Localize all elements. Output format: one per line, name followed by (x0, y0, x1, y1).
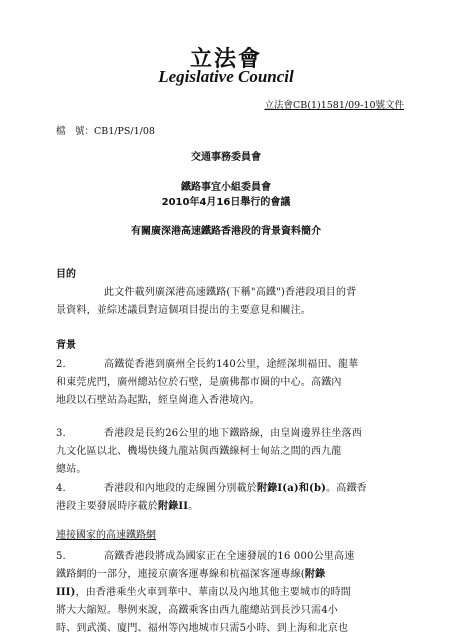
purpose-line-2: 景資料，並綜述議員對這個項目提出的主要意見和關注。 (56, 305, 311, 316)
paragraph-number: 5. (56, 551, 66, 562)
file-reference: 檔 號：CB1/PS/1/08 (56, 126, 155, 137)
p5-line-4: 將大大縮短。舉例來說，高鐵乘客由西九龍總站到長沙只需4小 (56, 605, 338, 616)
document-subject: 有關廣深港高速鐵路香港段的背景資料簡介 (131, 226, 321, 237)
p2-line-1: 高鐵從香港到廣州全長約140公里，途經深圳福田、龍華 (104, 359, 359, 370)
annex-reference: 附錄 (304, 569, 326, 580)
p4-text: 港段主要發展時序載於 (56, 501, 158, 512)
p4-text: 。高鐵香 (326, 483, 367, 494)
committee-name: 交通事務委員會 (191, 152, 261, 163)
p5-line-3: ，由香港乘坐火車到華中、華南以及內地其他主要城市的時間 (75, 587, 351, 598)
annex-reference: 附錄I(a)和(b) (257, 483, 327, 494)
paragraph-2 (56, 356, 401, 410)
purpose-heading: 目的 (56, 269, 76, 280)
p3-line-2: 九文化區以北、機場快綫九龍站與西鐵線柯士甸站之間的西九龍 (56, 446, 342, 457)
p3-line-1: 香港段是長約26公里的地下鐵路線，由皇崗邊界往坐落西 (104, 428, 362, 439)
paragraph-3 (56, 425, 401, 479)
subcommittee-name: 鐵路事宜小組委員會 (181, 182, 271, 193)
p5-line-5: 時、到武漢、廈門、福州等內地城市只需5小時、到上海和北京也 (56, 623, 349, 634)
paragraph-4 (56, 480, 401, 516)
p2-line-3: 地段以石壁站為起點，經皇崗進入香港境內。 (56, 395, 260, 406)
annex-reference: 附錄II (158, 501, 189, 512)
council-title-english: Legislative Council (158, 67, 294, 86)
purpose-line-1: 此文件載列廣深港高速鐵路(下稱"高鐵")香港段項目的背 (104, 287, 357, 298)
p2-line-2: 和東莞虎門，廣州總站位於石壁，是廣佛都市圈的中心。高鐵內 (56, 377, 342, 388)
network-heading: 連接國家的高速鐵路網 (56, 530, 156, 541)
background-heading: 背景 (56, 340, 76, 351)
annex-reference: III) (56, 587, 76, 598)
p5-line-2: 鐵路網的一部分，連接京廣客運專線和杭福深客運專線( (56, 569, 305, 580)
paragraph-number: 2. (56, 359, 66, 370)
p4-text: 。 (188, 501, 199, 512)
paragraph-number: 3. (56, 428, 66, 439)
purpose-paragraph (56, 284, 401, 320)
p4-text: 香港段和內地段的走線圖分別載於 (104, 483, 257, 494)
document-reference-number: 立法會CB(1)1581/09-10號文件 (264, 100, 404, 111)
paragraph-number: 4. (56, 483, 66, 494)
paragraph-5 (56, 548, 401, 638)
p5-line-1: 高鐵香港段將成為國家正在全速發展的16 000公里高速 (104, 551, 355, 562)
council-title-chinese: 立法會 (189, 47, 262, 72)
meeting-date: 2010年4月16日舉行的會議 (161, 197, 291, 208)
p3-line-3: 總站。 (56, 464, 87, 475)
